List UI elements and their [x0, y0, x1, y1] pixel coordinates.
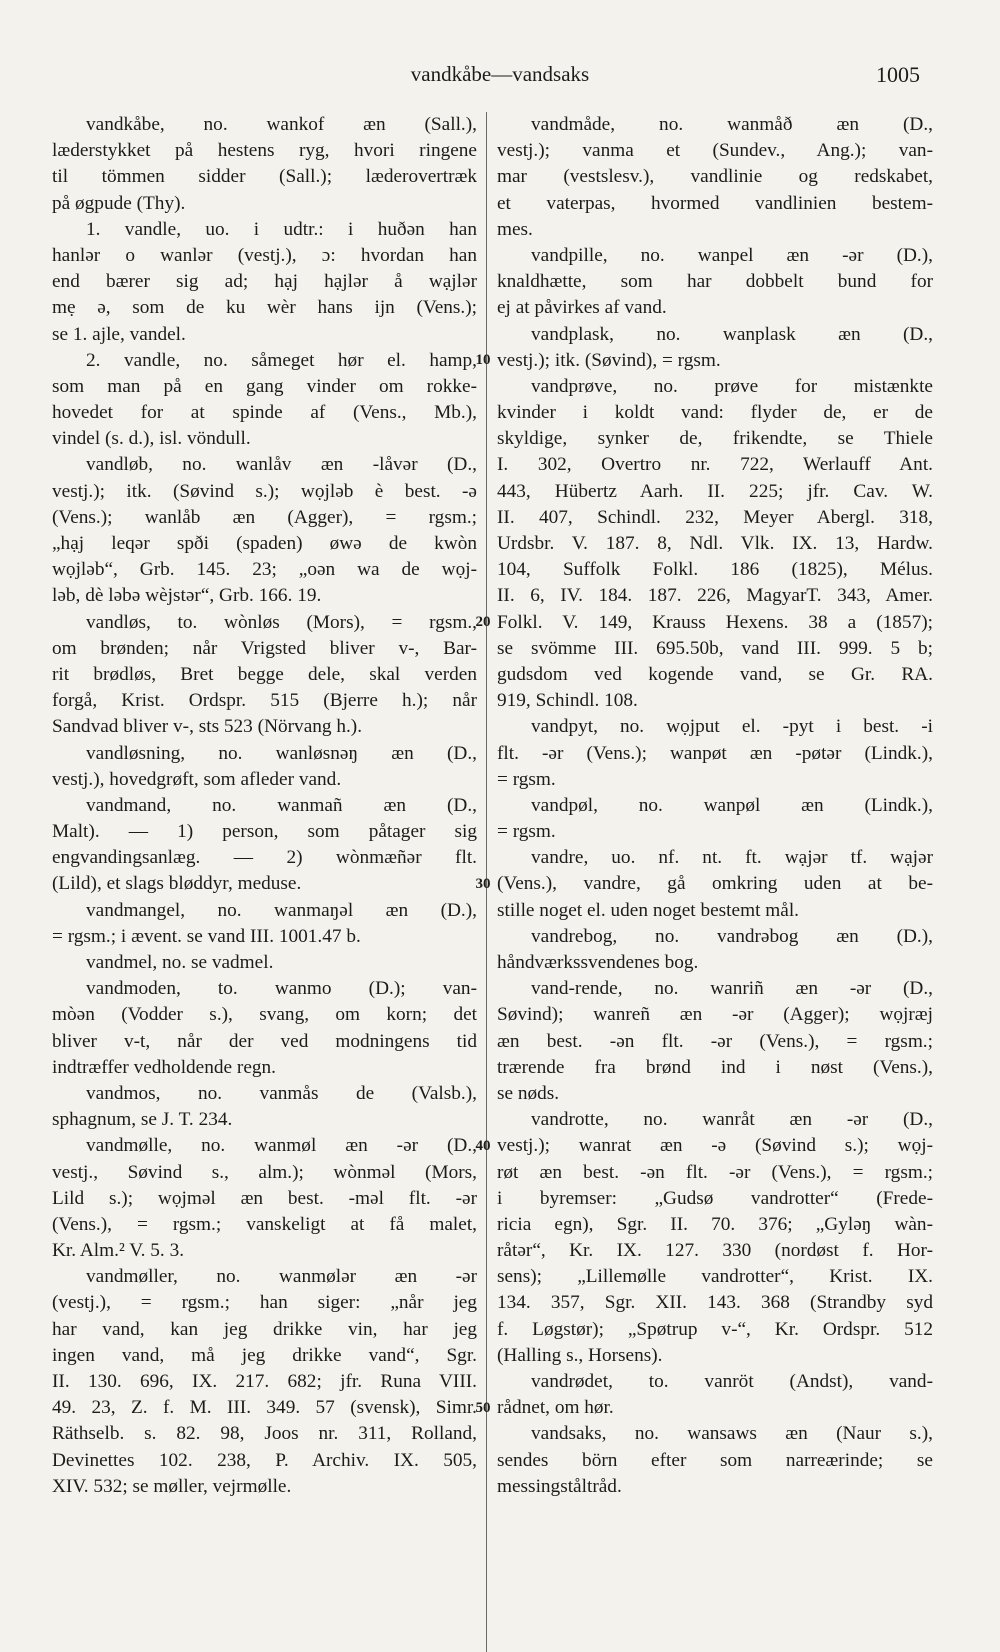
left-line: vandmos, no. vanmås de (Valsb.), — [86, 1082, 477, 1104]
right-line: Urdsbr. V. 187. 8, Ndl. Vlk. IX. 13, Hardw. — [497, 533, 933, 554]
right-line: rådnet, om hør. — [497, 1397, 614, 1419]
right-line: se svömme III. 695.50b, vand III. 999. 5 b; — [497, 637, 933, 659]
right-line: = rgsm. — [497, 768, 556, 790]
left-line: forgå, Krist. Ordspr. 515 (Bjerre h.); når — [52, 690, 477, 712]
left-line: 49. 23, Z. f. M. III. 349. 57 (svensk), Simr. — [52, 1397, 477, 1419]
left-line: vestj., Søvind s., alm.); wònməl (Mors, — [52, 1161, 477, 1183]
right-line: vandpyt, no. wọjput el. -pyt i best. -i — [531, 716, 933, 738]
left-line: vandmel, no. se vadmel. — [86, 952, 274, 973]
right-line: vand-rende, no. wanriñ æn -ər (D., — [531, 978, 933, 1000]
left-line: 2. vandle, no. såmeget hør el. hamp, — [86, 349, 477, 371]
right-line: (Halling s., Horsens). — [497, 1344, 663, 1366]
right-line: vandrebog, no. vandrəbog æn (D.), — [531, 925, 933, 947]
left-line: på øgpude (Thy). — [52, 192, 186, 214]
left-line: (Vens.), = rgsm.; vanskeligt at få malet, — [52, 1213, 477, 1235]
right-line: vandmåde, no. wanmåð æn (D., — [531, 114, 933, 135]
right-line: 919, Schindl. 108. — [497, 690, 638, 712]
left-line: vandløsning, no. wanløsnəŋ æn (D., — [86, 742, 477, 764]
right-line: i byremser: „Gudsø vandrotter“ (Frede- — [497, 1187, 933, 1209]
right-line: mar (vestslesv.), vandlinie og redskabet, — [497, 166, 933, 188]
right-line: se nøds. — [497, 1082, 560, 1104]
right-line: II. 407, Schindl. 232, Meyer Abergl. 318, — [497, 506, 933, 528]
page-number: 1005 — [876, 62, 920, 87]
left-line: hovedet for at spinde af (Vens., Mb.), — [52, 402, 477, 424]
left-line: vindel (s. d.), isl. vöndull. — [52, 428, 251, 450]
left-line: (Vens.); wanlåb æn (Agger), = rgsm.; — [52, 506, 477, 528]
line-number: 50 — [475, 1399, 491, 1416]
left-line: Malt). — 1) person, som påtager sig — [52, 821, 477, 843]
left-line: Kr. Alm.² V. 5. 3. — [52, 1240, 185, 1262]
right-line: vandsaks, no. wansaws æn (Naur s.), — [531, 1423, 933, 1445]
right-line: knaldhætte, som har dobbelt bund for — [497, 271, 933, 293]
left-line: vandløb, no. wanlåv æn -låvər (D., — [86, 454, 477, 476]
left-line: læderstykket på hestens ryg, hvori ringene — [52, 140, 477, 162]
left-line: om brønden; når Vrigsted bliver v-, Bar- — [52, 637, 477, 659]
right-line: vandrødet, to. vanröt (Andst), vand- — [531, 1371, 933, 1392]
right-line: messingståltråd. — [497, 1475, 622, 1497]
line-number: 20 — [475, 613, 491, 630]
left-line: indtræffer vedholdende regn. — [52, 1056, 276, 1078]
right-line: kvinder i koldt vand: flyder de, er de — [497, 402, 933, 424]
right-line: vestj.); vanma et (Sundev., Ang.); van- — [497, 140, 933, 162]
right-line: vestj.); itk. (Søvind), = rgsm. — [497, 349, 721, 371]
left-line: rit brødløs, Bret begge dele, skal verden — [52, 663, 477, 685]
left-line: vandmølle, no. wanmøl æn -ər (D., — [86, 1135, 477, 1157]
right-line: mes. — [497, 218, 533, 240]
left-line: vandmand, no. wanmañ æn (D., — [86, 794, 477, 816]
right-line: vestj.); wanrat æn -ə (Søvind s.); wọj- — [497, 1135, 933, 1157]
left-line: engvandingsanlæg. — 2) wònmæñər flt. — [52, 847, 477, 869]
left-line: vandmøller, no. wanmølər æn -ər — [86, 1266, 477, 1288]
right-line: ej at påvirkes af vand. — [497, 297, 667, 319]
left-line: til tömmen sidder (Sall.); læderovertræk — [52, 166, 477, 188]
right-line: råtər“, Kr. IX. 127. 330 (nordøst f. Hor- — [497, 1240, 933, 1262]
right-column — [497, 112, 933, 1500]
left-line: vestj.), hovedgrøft, som afleder vand. — [52, 768, 342, 790]
right-line: II. 6, IV. 184. 187. 226, MagyarT. 343, Amer. — [497, 585, 933, 607]
left-line: hanlər o wanlər (vestj.), ɔ: hvordan han — [52, 244, 477, 266]
right-line: stille noget el. uden noget bestemt mål. — [497, 899, 800, 921]
left-line: vandmangel, no. wanmaŋəl æn (D.), — [86, 899, 477, 921]
left-line: mẹ ə, som de ku wèr hans ijn (Vens.); — [52, 297, 477, 319]
line-number: 40 — [475, 1137, 491, 1154]
running-head: vandkåbe—vandsaks — [410, 62, 590, 86]
left-line: ingen vand, må jeg drikke vand“, Sgr. — [52, 1344, 477, 1366]
line-number: 30 — [475, 875, 491, 892]
right-line: trærende fra brønd ind i nøst (Vens.), — [497, 1056, 933, 1078]
left-line: 1. vandle, uo. i udtr.: i huðən han — [86, 218, 477, 240]
left-line: som man på en gang vinder om rokke- — [52, 375, 477, 397]
left-line: XIV. 532; se møller, vejrmølle. — [52, 1475, 292, 1497]
right-line: skyldige, synker de, frikendte, se Thiele — [497, 428, 933, 450]
left-line: „hạj leqər spði (spaden) øwə de kwòn — [52, 533, 477, 554]
right-line: æn best. -ən flt. -ər (Vens.), = rgsm.; — [497, 1030, 933, 1052]
left-line: vandløs, to. wònløs (Mors), = rgsm., — [86, 611, 477, 633]
right-line: f. Løgstør); „Spøtrup v-“, Kr. Ordspr. 512 — [497, 1318, 933, 1340]
left-line: wọjləb“, Grb. 145. 23; „oən wa de wọj- — [52, 559, 477, 581]
right-line: vandpille, no. wanpel æn -ər (D.), — [531, 244, 933, 266]
left-line: sphagnum, se J. T. 234. — [52, 1109, 233, 1131]
left-line: Sandvad bliver v-, sts 523 (Nörvang h.). — [52, 716, 363, 738]
right-line: håndværkssvendenes bog. — [497, 952, 699, 973]
page-header — [0, 62, 1000, 92]
right-line: (Vens.), vandre, gå omkring uden at be- — [497, 873, 933, 895]
left-line: (vestj.), = rgsm.; han siger: „når jeg — [52, 1292, 477, 1314]
left-line: Devinettes 102. 238, P. Archiv. IX. 505, — [52, 1449, 477, 1471]
right-line: flt. -ər (Vens.); wanpøt æn -pøtər (Lindk.), — [497, 742, 933, 764]
right-line: et vaterpas, hvormed vandlinien bestem- — [497, 192, 933, 214]
right-line: vandplask, no. wanplask æn (D., — [531, 323, 933, 345]
left-line: Lild s.); wọjməl æn best. -məl flt. -ər — [52, 1187, 477, 1209]
right-line: sens); „Lillemølle vandrotter“, Krist. IX. — [497, 1266, 933, 1288]
left-line: (Lild), et slags bløddyr, meduse. — [52, 873, 302, 895]
right-line: 443, Hübertz Aarh. II. 225; jfr. Cav. W. — [497, 480, 933, 502]
left-line: mòən (Vodder s.), svang, om korn; det — [52, 1004, 477, 1026]
right-line: 134. 357, Sgr. XII. 143. 368 (Strandby syd — [497, 1292, 933, 1314]
right-line: vandpøl, no. wanpøl æn (Lindk.), — [531, 794, 933, 816]
left-line: Räthselb. s. 82. 98, Joos nr. 311, Rolland, — [52, 1423, 477, 1445]
line-number: 10 — [475, 351, 491, 368]
left-column — [52, 112, 477, 1500]
left-line: ləb, dè ləbə wèjstər“, Grb. 166. 19. — [52, 585, 322, 607]
left-line: vestj.); itk. (Søvind s.); wọjləb è best. -ə — [52, 480, 477, 502]
left-line: har vand, kan jeg drikke vin, har jeg — [52, 1318, 477, 1340]
left-line: = rgsm.; i ævent. se vand III. 1001.47 b. — [52, 925, 361, 947]
left-line: vandmoden, to. wanmo (D.); van- — [86, 978, 477, 1000]
right-line: gudsdom ved kogende vand, se Gr. RA. — [497, 663, 933, 685]
right-line: Folkl. V. 149, Krauss Hexens. 38 a (1857); — [497, 611, 933, 633]
left-line: bliver v-t, når der ved modningens tid — [52, 1030, 477, 1052]
left-line: vandkåbe, no. wankof æn (Sall.), — [86, 114, 477, 135]
right-line: sendes börn efter som narreærinde; se — [497, 1449, 933, 1471]
right-line: = rgsm. — [497, 821, 556, 843]
right-line: vandre, uo. nf. nt. ft. wạjər tf. wạjər — [531, 847, 933, 869]
right-line: vandrotte, no. wanråt æn -ər (D., — [531, 1109, 933, 1131]
right-line: ricia egn), Sgr. II. 70. 376; „Gyləŋ wàn- — [497, 1213, 933, 1235]
left-line: II. 130. 696, IX. 217. 682; jfr. Runa VIII. — [52, 1371, 477, 1392]
right-line: I. 302, Overtro nr. 722, Werlauff Ant. — [497, 454, 933, 476]
right-line: vandprøve, no. prøve for mistænkte — [531, 375, 933, 397]
left-line: end bærer sig ad; hạj hạjlər å wạjlər — [52, 271, 477, 293]
right-line: røt æn best. -ən flt. -ər (Vens.), = rgsm.; — [497, 1161, 933, 1183]
right-line: 104, Suffolk Folkl. 186 (1825), Mélus. — [497, 559, 933, 581]
right-line: Søvind); wanreñ æn -ər (Agger); wọjræj — [497, 1004, 933, 1026]
left-line: se 1. ajle, vandel. — [52, 323, 186, 345]
